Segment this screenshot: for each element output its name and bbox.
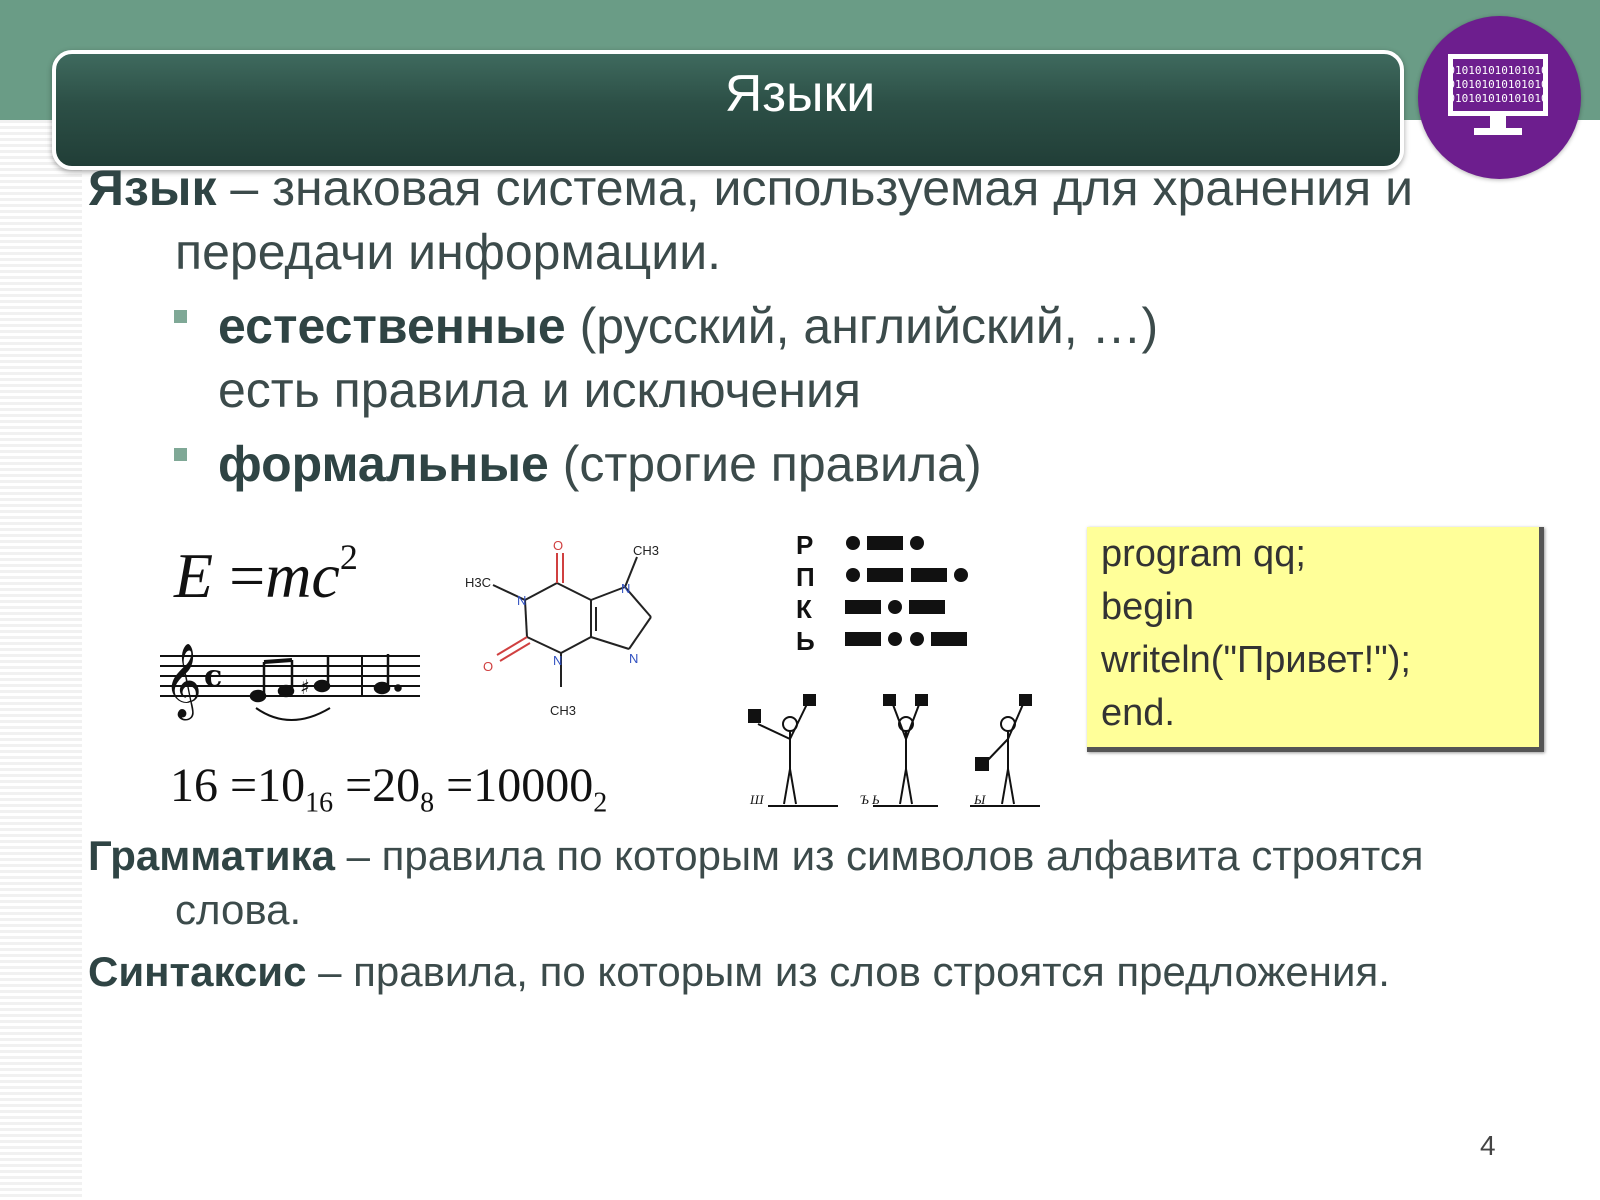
code-line: begin [1101, 586, 1194, 628]
number-base: 8 [420, 787, 435, 819]
formula-lhs: E [174, 540, 214, 611]
bullet-natural-line-2: есть правила и исключения [218, 362, 861, 418]
grammar-text: – правила по которым из символов алфавита строятся [334, 832, 1424, 879]
binary-line: 010101010101010 [1448, 64, 1548, 77]
number-value: 10 [257, 759, 306, 812]
atom-label: N [621, 581, 631, 596]
bullet-formal [218, 432, 982, 496]
atom-label: CH3 [633, 543, 660, 558]
treble-clef-icon: 𝄞 [164, 644, 202, 718]
computer-logo [1418, 16, 1581, 179]
binary-line: 010101010101010 [1448, 92, 1548, 105]
atom-label: O [553, 538, 564, 553]
code-line: program qq; [1101, 533, 1306, 575]
morse-code-symbols [845, 532, 995, 656]
sharp-icon: ♯ [300, 675, 310, 699]
formula-equals: = [229, 540, 266, 611]
morse-letter: Р [796, 530, 814, 560]
morse-letter: Ь [796, 626, 815, 656]
slide-title: Языки [724, 65, 876, 123]
code-line: end. [1101, 692, 1175, 734]
bullet-marker [174, 448, 187, 461]
bullet-formal-term: формальные [218, 436, 549, 492]
syntax-text: – правила, по которым из слов строятся предложения. [306, 948, 1390, 995]
caffeine-molecule [465, 535, 690, 730]
atom-label: H3C [465, 575, 492, 590]
semaphore-caption: Ъ Ь [860, 792, 880, 807]
semaphore-caption: Ы [974, 792, 986, 807]
grammar-term: Грамматика [88, 832, 335, 879]
number-base: 16 [305, 787, 334, 819]
morse-letter: К [796, 594, 812, 624]
atom-label: N [553, 653, 563, 668]
code-line: writeln("Привет!"); [1101, 639, 1411, 681]
grammar-line-1 [88, 829, 1424, 883]
number-value: 10000 [473, 759, 594, 812]
semaphore-caption: Ш [750, 792, 764, 807]
common-time-icon: c [204, 659, 223, 694]
monitor-icon [1418, 16, 1581, 179]
semaphore-figures [748, 694, 1048, 819]
syntax-line [88, 945, 1390, 999]
music-notation [160, 636, 425, 728]
bullet-natural-text: (русский, английский, …) [565, 298, 1159, 354]
number-value: 20 [372, 759, 421, 812]
bullet-natural-term: естественные [218, 298, 566, 354]
number-value: 16 [170, 759, 218, 812]
binary-line: 010101010101010 [1448, 78, 1548, 91]
number-systems-formula: $16 =10_{16} =20_8 =10000_2$ [170, 759, 608, 819]
bullet-marker [174, 310, 187, 323]
einstein-formula [174, 536, 358, 613]
atom-label: CH3 [550, 703, 577, 718]
formula-rhs: mc [265, 540, 340, 611]
formula-power: 2 [339, 537, 358, 577]
definition-line-2: передачи информации. [175, 224, 722, 280]
atom-label: N [517, 593, 527, 608]
definition-text: – знаковая система, используемая для хранения и [216, 160, 1413, 216]
bullet-formal-text: (строгие правила) [548, 436, 982, 492]
left-stripe [0, 120, 82, 1200]
atom-label: O [483, 659, 494, 674]
page-number: 4 [1480, 1130, 1496, 1161]
bullet-natural [218, 294, 1158, 358]
code-example-box [1087, 527, 1544, 752]
morse-letter: П [796, 562, 815, 592]
definition-line-1 [88, 156, 1413, 220]
atom-label: N [629, 651, 639, 666]
grammar-line-2: слова. [175, 886, 302, 933]
number-base: 2 [593, 787, 608, 819]
syntax-term: Синтаксис [88, 948, 307, 995]
definition-term: Язык [88, 160, 217, 216]
